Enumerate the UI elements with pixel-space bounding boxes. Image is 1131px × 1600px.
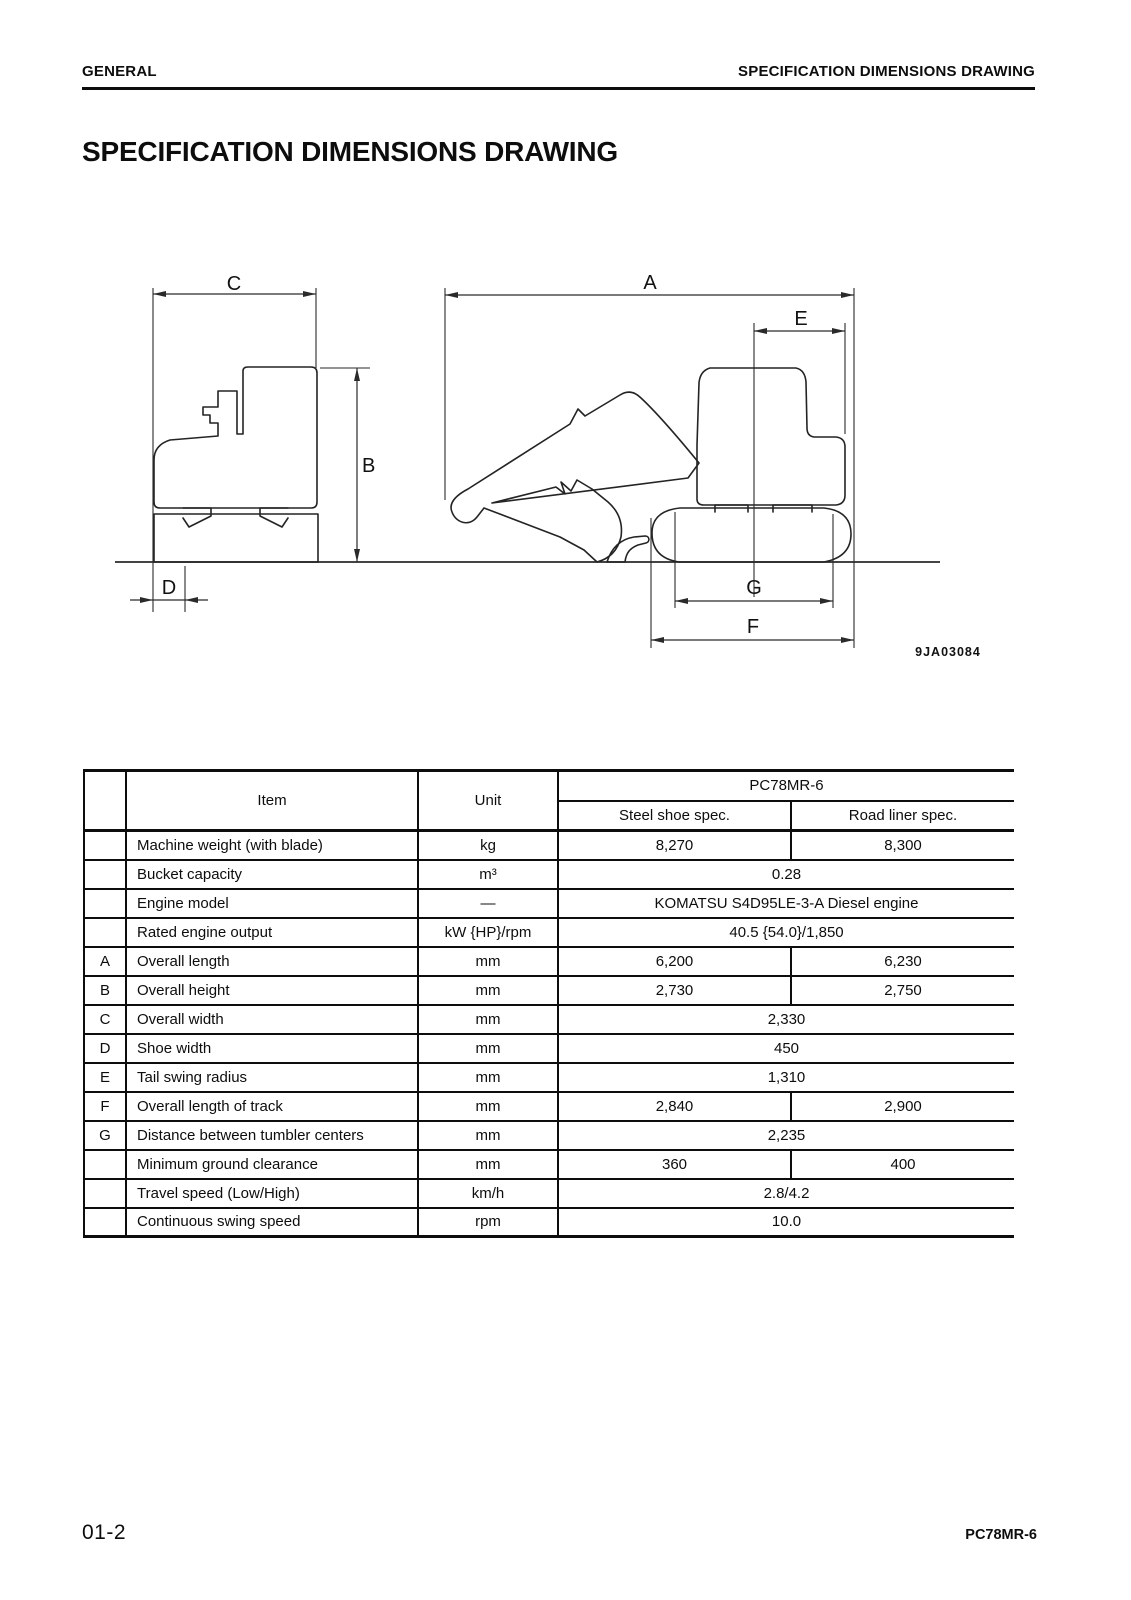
table-row (84, 860, 1014, 889)
row-value-common: 40.5 {54.0}/1,850 (558, 918, 1014, 947)
row-value-road-liner: 400 (791, 1150, 1014, 1179)
row-unit: mm (418, 1005, 558, 1034)
page-number: 01-2 (82, 1521, 127, 1544)
row-letter: F (84, 1092, 126, 1121)
row-letter: C (84, 1005, 126, 1034)
spec-table (83, 769, 1014, 1238)
rear-view-body-outline (154, 367, 317, 508)
header-item-cell: Item (126, 771, 418, 831)
table-row (84, 947, 1014, 976)
row-value-common: 1,310 (558, 1063, 1014, 1092)
row-letter (84, 1179, 126, 1208)
row-letter: E (84, 1063, 126, 1092)
dim-label-f: F (746, 616, 760, 638)
row-letter (84, 860, 126, 889)
table-row (84, 1063, 1014, 1092)
row-item: Continuous swing speed (126, 1208, 418, 1237)
row-item: Shoe width (126, 1034, 418, 1063)
row-value-common: 2,235 (558, 1121, 1014, 1150)
table-row (84, 1208, 1014, 1237)
row-item: Minimum ground clearance (126, 1150, 418, 1179)
row-letter: G (84, 1121, 126, 1150)
row-unit: m³ (418, 860, 558, 889)
dim-label-e: E (794, 308, 808, 330)
table-row (84, 976, 1014, 1005)
row-item: Overall length (126, 947, 418, 976)
dimensions-drawing (0, 0, 1131, 700)
row-item: Bucket capacity (126, 860, 418, 889)
header-model-cell: PC78MR-6 (558, 771, 1014, 801)
table-row (84, 1034, 1014, 1063)
row-value-common: 2,330 (558, 1005, 1014, 1034)
row-value-steel-shoe: 360 (558, 1150, 791, 1179)
row-letter: D (84, 1034, 126, 1063)
row-letter: A (84, 947, 126, 976)
row-unit: mm (418, 1121, 558, 1150)
header-road-liner-cell: Road liner spec. (791, 801, 1014, 831)
header-steel-shoe-cell: Steel shoe spec. (558, 801, 791, 831)
row-item: Rated engine output (126, 918, 418, 947)
row-item: Tail swing radius (126, 1063, 418, 1092)
row-item: Engine model (126, 889, 418, 918)
row-unit: rpm (418, 1208, 558, 1237)
rear-view-left-mount (183, 508, 211, 527)
table-row (84, 1092, 1014, 1121)
row-letter (84, 889, 126, 918)
side-view-house-outline (697, 368, 845, 505)
dim-label-d: D (161, 577, 177, 599)
row-unit: — (418, 889, 558, 918)
row-item: Travel speed (Low/High) (126, 1179, 418, 1208)
dim-label-c: C (226, 273, 242, 295)
side-view-boom-arm-bucket (451, 392, 699, 562)
table-row (84, 918, 1014, 947)
footer-model: PC78MR-6 (965, 1527, 1037, 1543)
row-letter: B (84, 976, 126, 1005)
row-value-road-liner: 2,750 (791, 976, 1014, 1005)
dim-label-g: G (746, 577, 762, 599)
row-value-common: 450 (558, 1034, 1014, 1063)
row-item: Machine weight (with blade) (126, 831, 418, 860)
table-row (84, 831, 1014, 860)
row-unit: mm (418, 976, 558, 1005)
dim-label-a: A (643, 272, 657, 294)
rear-view-track-frame (154, 514, 318, 562)
page-title: SPECIFICATION DIMENSIONS DRAWING (82, 136, 618, 167)
row-value-road-liner: 6,230 (791, 947, 1014, 976)
table-row (84, 1150, 1014, 1179)
header-section-label: GENERAL (82, 63, 157, 80)
row-letter (84, 831, 126, 860)
row-letter (84, 1150, 126, 1179)
row-unit: kW {HP}/rpm (418, 918, 558, 947)
row-letter (84, 918, 126, 947)
header-chapter-label: SPECIFICATION DIMENSIONS DRAWING (738, 63, 1035, 80)
table-row (84, 1121, 1014, 1150)
dim-label-b: B (362, 455, 376, 477)
row-item: Overall width (126, 1005, 418, 1034)
row-item: Overall length of track (126, 1092, 418, 1121)
row-value-common: 0.28 (558, 860, 1014, 889)
row-unit: mm (418, 947, 558, 976)
row-unit: mm (418, 1092, 558, 1121)
row-unit: mm (418, 1034, 558, 1063)
row-letter (84, 1208, 126, 1237)
row-value-common: KOMATSU S4D95LE-3-A Diesel engine (558, 889, 1014, 918)
row-value-common: 2.8/4.2 (558, 1179, 1014, 1208)
row-unit: km/h (418, 1179, 558, 1208)
row-item: Distance between tumbler centers (126, 1121, 418, 1150)
table-row (84, 1179, 1014, 1208)
rear-view-right-mount (260, 508, 288, 527)
row-value-road-liner: 2,900 (791, 1092, 1014, 1121)
side-view-blade-link (607, 536, 649, 562)
row-unit: mm (418, 1150, 558, 1179)
header-letter-cell (84, 771, 126, 831)
rear-view (154, 367, 318, 562)
row-unit: mm (418, 1063, 558, 1092)
row-value-common: 10.0 (558, 1208, 1014, 1237)
row-value-steel-shoe: 2,840 (558, 1092, 791, 1121)
side-view-track (652, 508, 851, 562)
row-value-road-liner: 8,300 (791, 831, 1014, 860)
table-row (84, 889, 1014, 918)
row-item: Overall height (126, 976, 418, 1005)
spec-table-header (84, 771, 1014, 831)
header-unit-cell: Unit (418, 771, 558, 831)
spec-table-body (84, 831, 1014, 1237)
row-value-steel-shoe: 8,270 (558, 831, 791, 860)
row-value-steel-shoe: 6,200 (558, 947, 791, 976)
row-unit: kg (418, 831, 558, 860)
table-row (84, 1005, 1014, 1034)
figure-code: 9JA03084 (915, 645, 981, 659)
row-value-steel-shoe: 2,730 (558, 976, 791, 1005)
